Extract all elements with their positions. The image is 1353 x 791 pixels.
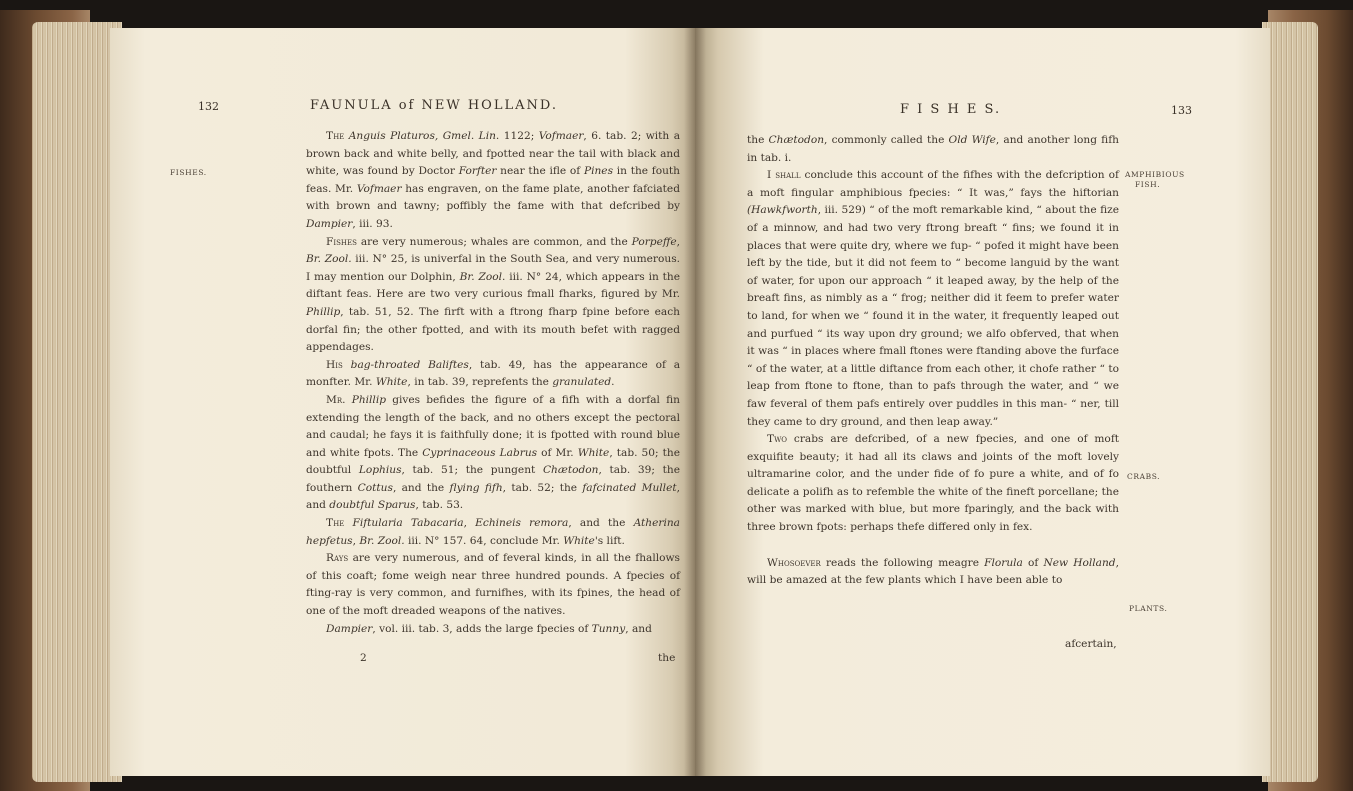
left-running-head: FAUNULA of NEW HOLLAND. [310, 98, 558, 113]
right-page [695, 28, 1270, 776]
side-note-fishes: FISHES. [170, 168, 207, 177]
right-body [747, 132, 1119, 590]
left-page-number: 132 [198, 100, 219, 113]
left-body [306, 128, 680, 638]
left-catchword: the [658, 652, 676, 664]
book-gutter [684, 28, 706, 776]
paragraph-chaetodon: the Chætodon, commonly called the Old Wife, and another long fifh in tab. i. [747, 134, 1119, 164]
left-page [110, 28, 695, 776]
side-note-amphibious-line2: FISH. [1135, 180, 1161, 189]
side-note-plants: PLANTS. [1129, 604, 1168, 613]
side-note-amphibious [1125, 170, 1185, 190]
paragraph-anguis: The Anguis Platuros, Gmel. Lin. 1122; Vofmaer, 6. tab. 2; with a brown back and white belly, and fpotted near the tail with black and white, was found by Doctor Forfter near the ifle of Pines in the fouth feas. Mr. Vofmaer has engraven, on the fame plate, another fafciated with brown and tawny; poffibly the fame with that defcribed by Dampier, iii. 93. [306, 130, 681, 230]
side-note-amphibious-line1: AMPHIBIOUS [1125, 170, 1185, 179]
paragraph-rays: Rays are very numerous, and of feveral kinds, in all the fhallows of this coaft; fome weigh near three hundred pounds. A fpecies of fting-ray is very common, and furnifhes, with its fpines, the head of one of the moft dreaded weapons of the natives. [306, 552, 680, 618]
right-catchword: afcertain, [1065, 638, 1117, 650]
page-edges-right [1262, 22, 1318, 782]
paragraph-plants: Whosoever reads the following meagre Florula of New Holland, will be amazed at the few plants which I have been able to [747, 556, 1119, 587]
paragraph-fistularia: The Fiftularia Tabacaria, Echineis remora, and the Atherina hepfetus, Br. Zool. iii. N° 157. 64, conclude Mr. White's lift. [306, 517, 680, 547]
right-running-head: F I S H E S. [900, 102, 1002, 117]
paragraph-balistes: His bag-throated Baliftes, tab. 49, has the appearance of a monfter. Mr. White, in tab. 39, reprefents the granulated. [306, 358, 681, 389]
paragraph-crabs: Two crabs are defcribed, of a new fpecies, and one of moft exquifite beauty; it had all its claws and joints of the moft lovely ultramarine color, and the under fide of fo pure a white, and of fo delicate a polifh as to refemble the white of the fineft porcellane; the other was marked with blue, but more fparingly, and the back with three brown fpots: perhaps thefe differed only in fex. [747, 433, 1119, 534]
paragraph-amphibious-fish: I shall conclude this account of the fifhes with the defcription of a moft fingular amphibious fpecies: “ It was,” fays the hiftorian (Hawkfworth, iii. 529) “ of the moft remarkable kind, “ about the fize of a minnow, and had two very ftrong breaft “ fins; we found it in places that were quite dry, where we fup- “ pofed it might have been left by the tide, but it did not feem to “ become languid by the want of water, for upon our approach “ it leaped away, by the help of the breaft fins, as nimbly as a “ frog; neither did it feem to prefer water to land, for when we “ found it in the water, it frequently leaped out and purfued “ its way upon dry ground; we alfo obferved, that when it was “ in places where fmall ftones were ftanding above the furface “ of the water, at a little diftance from each other, it chofe rather “ to leap from ftone to ftone, than to pafs through the water, and “ we faw feveral of them pafs entirely over puddles in this man- “ ner, till they came to dry ground, and then leap away.” [747, 169, 1119, 428]
paragraph-fishes: Fishes are very numerous; whales are common, and the Porpeffe, Br. Zool. iii. N° 25, is univerfal in the South Sea, and very numerous. I may mention our Dolphin, Br. Zool. iii. N° 24, which appears in the diftant feas. Here are two very curious fmall fharks, figured by Mr. Phillip, tab. 51, 52. The firft with a ftrong fharp fpine before each dorfal fin; the other fpotted, and with its mouth befet with ragged appendages. [306, 235, 681, 354]
side-note-crabs: CRABS. [1127, 472, 1161, 481]
paragraph-phillip: Mr. Phillip gives befides the figure of a fifh with a dorfal fin extending the length of the back, and no others except the pectoral and caudal; he fays it is faithfully done; it is fpotted with round blue and white fpots. The Cyprinaceous Labrus of Mr. White, tab. 50; the doubtful Lophius, tab. 51; the pungent Chætodon, tab. 39; the fouthern Cottus, and the flying fifh, tab. 52; the fafcinated Mullet, and doubtful Sparus, tab. 53. [306, 393, 680, 512]
signature-mark: 2 [360, 652, 367, 664]
page-edges-left [32, 22, 122, 782]
paragraph-dampier: Dampier, vol. iii. tab. 3, adds the large fpecies of Tunny, and [326, 622, 652, 635]
right-page-number: 133 [1171, 104, 1192, 117]
